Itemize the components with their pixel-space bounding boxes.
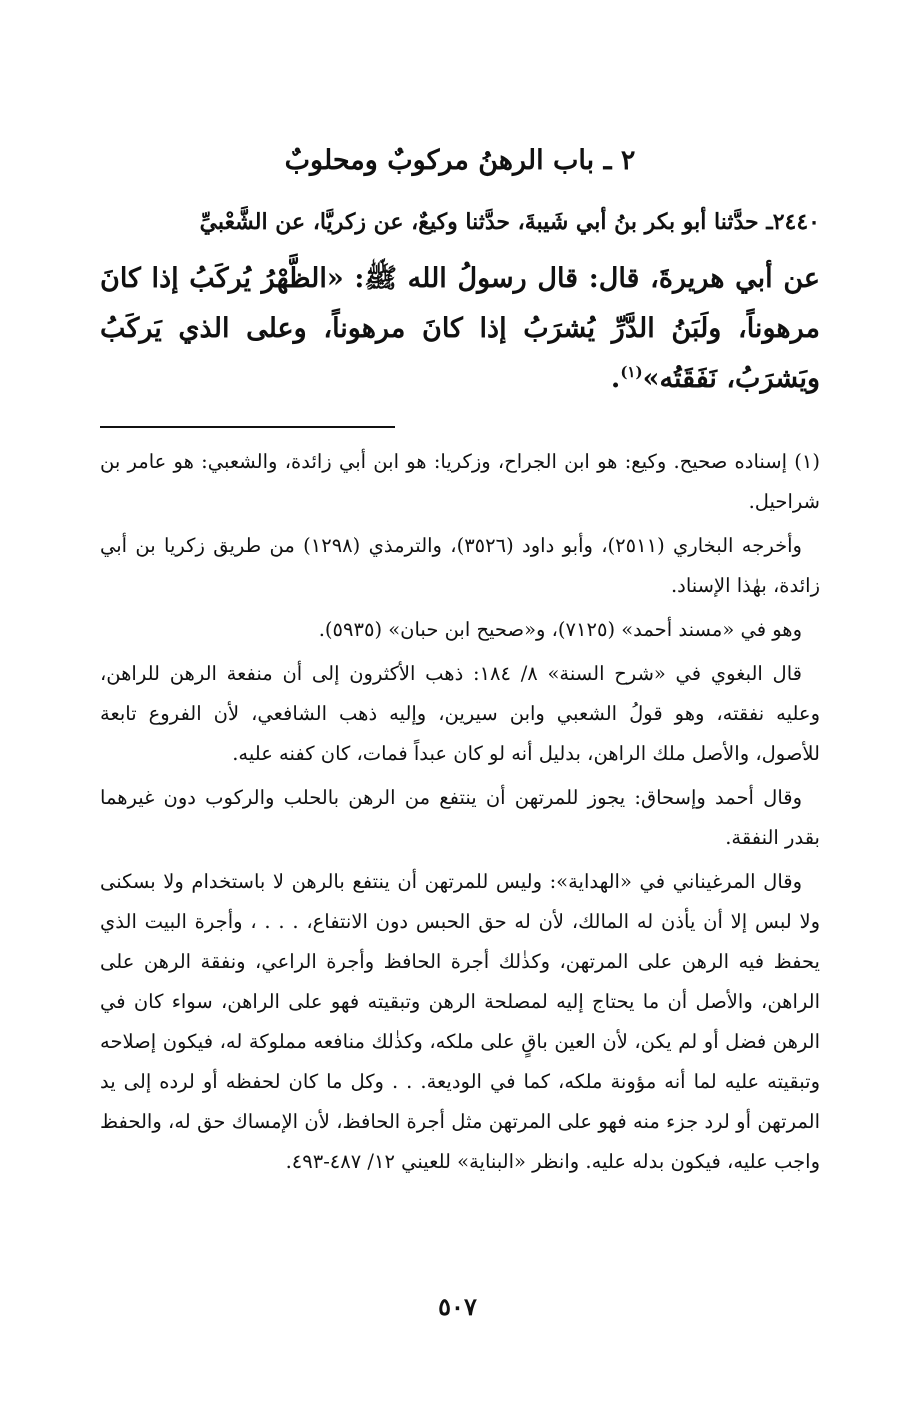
page-number: ٥٠٧ (438, 1292, 477, 1321)
footnote-paragraph: وقال أحمد وإسحاق: يجوز للمرتهن أن ينتفع من الرهن بالحلب والركوب دون غيرهما بقدر النفقة. (100, 786, 820, 849)
hadith-matn (100, 254, 820, 404)
footnote-paragraph: قال البغوي في «شرح السنة» ٨/ ١٨٤: ذهب الأكثرون إلى أن منفعة الرهن للراهن، وعليه نفقته، وهو قولُ الشعبي وابن سيرين، وإليه ذهب الشافعي، لأن الفروع تابعة للأصول، والأصل ملك الراهن، بدليل أنه لو كان عبداً فمات، كان كفنه عليه. (100, 662, 820, 765)
hadith-matn-text: عن أبي هريرةَ، قال: قال رسولُ الله ﷺ: «الظَّهْرُ يُركَبُ إذا كانَ مرهوناً، ولَبَنُ الدَّرِّ يُشرَبُ إذا كانَ مرهوناً، وعلى الذي يَركَبُ ويَشرَبُ، نَفَقَتُه» (100, 263, 820, 394)
footnote-paragraph: وأخرجه البخاري (٢٥١١)، وأبو داود (٣٥٢٦)، والترمذي (١٢٩٨) من طريق زكريا بن أبي زائدة، بهٰذا الإسناد. (100, 534, 820, 597)
hadith-isnad: ٢٤٤٠ـ حدَّثنا أبو بكر بنُ أبي شَيبةَ، حدَّثنا وكيعٌ، عن زكريَّا، عن الشَّعْبيِّ (199, 209, 820, 235)
chapter-title: ٢ ـ باب الرهنُ مركوبٌ ومحلوبٌ (284, 145, 636, 176)
hadith-matn-end: . (610, 363, 621, 394)
book-page (100, 140, 820, 1186)
footnote-divider (100, 426, 395, 428)
footnotes (100, 442, 820, 1182)
footnote-paragraph: وهو في «مسند أحمد» (٧١٢٥)، و«صحيح ابن حبان» (٥٩٣٥). (318, 618, 802, 641)
footnote-paragraph: وقال المرغيناني في «الهداية»: وليس للمرتهن أن ينتفع بالرهن لا باستخدام ولا بسكنى ولا لبس إلا أن يأذن له المالك، لأن له حق الحبس دون الانتفاع، . . . ، وأجرة البيت الذي يحفظ فيه الرهن على المرتهن، وكذٰلك أجرة الحافظ وأجرة الراعي، ونفقة الرهن على الراهن، والأصل أن ما يحتاج إليه لمصلحة الرهن وتبقيته فهو على الراهن، سواء كان في الرهن فضل أو لم يكن، لأن العين باقٍ على ملكه، وكذٰلك منافعه مملوكة له، فيكون إصلاحه وتبقيته عليه لما أنه مؤونة ملكه، كما في الوديعة. . . وكل ما كان لحفظه أو لرده إلى يد المرتهن أو لرد جزء منه فهو على المرتهن مثل أجرة الحافظ، لأن الإمساك حق له، والحفظ واجب عليه، فيكون بدله عليه. وانظر «البناية» للعيني ١٢/ ٤٨٧-٤٩٣. (100, 870, 820, 1173)
footnote-paragraph: (١) إسناده صحيح. وكيع: هو ابن الجراح، وزكريا: هو ابن أبي زائدة، والشعبي: هو عامر بن شراحيل. (100, 450, 820, 513)
footnote-marker[interactable]: (١) (620, 363, 643, 381)
